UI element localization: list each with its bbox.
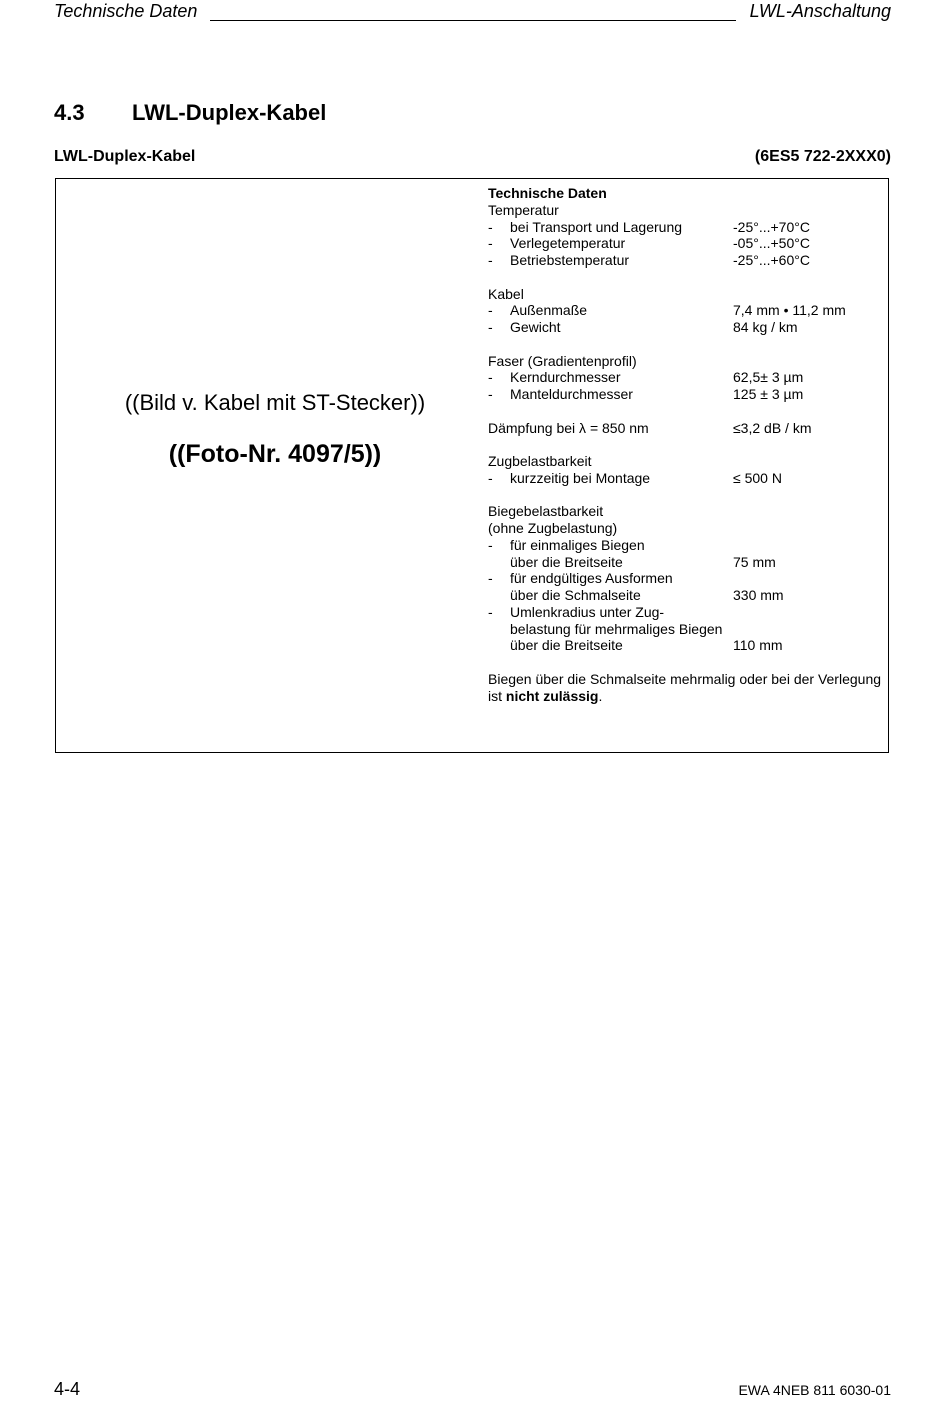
spec-value: 330 mm xyxy=(733,587,784,603)
spec-value: 125 ± 3 µm xyxy=(733,386,804,402)
section-title: LWL-Duplex-Kabel xyxy=(132,100,327,125)
spec-row xyxy=(488,302,883,319)
spec-label: Außenmaße xyxy=(510,302,588,319)
fiber-label: Faser (Gradientenprofil) xyxy=(488,352,637,369)
attenuation-label: Dämpfung bei λ = 850 nm xyxy=(488,419,649,436)
cable-label: Kabel xyxy=(488,285,524,302)
spec-label: Verlegetemperatur xyxy=(510,235,626,252)
note-end: . xyxy=(598,687,603,704)
spec-value: 7,4 mm • 11,2 mm xyxy=(733,302,846,319)
spec-value: 75 mm xyxy=(733,553,776,570)
spec-label: belastung für mehrmaliges Biegen xyxy=(510,620,723,637)
bullet-dash: - xyxy=(488,570,493,587)
spec-label: kurzzeitig bei Montage xyxy=(510,469,651,486)
attenuation-value: ≤3,2 dB / km xyxy=(733,419,812,436)
note-text: Biegen über die Schmalseite mehrmalig oder bei der Verlegung ist xyxy=(488,670,882,704)
header-rule xyxy=(210,20,736,21)
spec-row xyxy=(488,369,883,386)
bending-note xyxy=(488,671,883,705)
bullet-dash: - xyxy=(488,386,493,402)
bullet-dash: - xyxy=(488,603,493,620)
tensile-label: Zugbelastbarkeit xyxy=(488,453,592,469)
bullet-dash: - xyxy=(488,218,493,235)
spec-label: über die Schmalseite xyxy=(510,587,641,603)
spec-value: ≤ 500 N xyxy=(733,469,782,486)
specs-heading: Technische Daten xyxy=(488,185,607,201)
spec-row xyxy=(488,637,883,654)
spec-label: Gewicht xyxy=(510,319,561,335)
note-emphasis: nicht zulässig xyxy=(505,687,599,704)
bullet-dash: - xyxy=(488,319,493,335)
spec-value: -25°...+60°C xyxy=(733,252,810,268)
spec-label: Umlenkradius unter Zug- xyxy=(510,603,665,620)
spec-value: -05°...+50°C xyxy=(733,235,810,252)
spec-row xyxy=(488,570,883,587)
spec-value: -25°...+70°C xyxy=(733,218,810,235)
spec-label: für einmaliges Biegen xyxy=(510,536,645,553)
document-number: EWA 4NEB 811 6030-01 xyxy=(738,1382,891,1398)
bending-sublabel: (ohne Zugbelastung) xyxy=(488,520,618,536)
subheading-name: LWL-Duplex-Kabel xyxy=(54,148,196,165)
header-left-title: Technische Daten xyxy=(54,1,198,21)
spec-row xyxy=(488,537,883,554)
spec-label: für endgültiges Ausformen xyxy=(510,570,673,587)
spec-value: 84 kg / km xyxy=(733,319,798,335)
bending-label: Biegebelastbarkeit xyxy=(488,503,604,520)
bullet-dash: - xyxy=(488,536,493,553)
figure-caption: ((Bild v. Kabel mit ST-Stecker)) xyxy=(124,390,426,415)
bullet-dash: - xyxy=(488,369,493,386)
spec-row xyxy=(488,554,883,571)
spec-row xyxy=(488,587,883,604)
section-number: 4.3 xyxy=(54,100,85,125)
spec-label: über die Breitseite xyxy=(510,637,623,654)
spec-row xyxy=(488,319,883,336)
spec-row xyxy=(488,604,883,621)
spec-value: 62,5± 3 µm xyxy=(733,369,804,386)
spec-row xyxy=(488,219,883,236)
spec-row xyxy=(488,470,883,487)
spec-label: Kerndurchmesser xyxy=(510,369,621,386)
spec-row xyxy=(488,386,883,403)
bullet-dash: - xyxy=(488,302,493,319)
spec-row xyxy=(488,420,883,437)
order-number: (6ES5 722-2XXX0) xyxy=(754,148,891,165)
spec-label: über die Breitseite xyxy=(510,553,623,570)
spec-label: Betriebstemperatur xyxy=(510,252,630,268)
figure-photo-number: ((Foto-Nr. 4097/5)) xyxy=(168,440,382,468)
temperature-label: Temperatur xyxy=(488,201,559,218)
bullet-dash: - xyxy=(488,235,493,252)
bullet-dash: - xyxy=(488,252,493,268)
header-right-title: LWL-Anschaltung xyxy=(749,1,891,21)
page-number: 4-4 xyxy=(54,1379,81,1399)
spec-list xyxy=(488,185,883,704)
spec-row xyxy=(488,235,883,252)
spec-row xyxy=(488,621,883,638)
spec-label: bei Transport und Lagerung xyxy=(510,218,683,235)
spec-label: Manteldurchmesser xyxy=(510,386,633,402)
bullet-dash: - xyxy=(488,469,493,486)
spec-value: 110 mm xyxy=(733,637,783,654)
spec-row xyxy=(488,252,883,269)
